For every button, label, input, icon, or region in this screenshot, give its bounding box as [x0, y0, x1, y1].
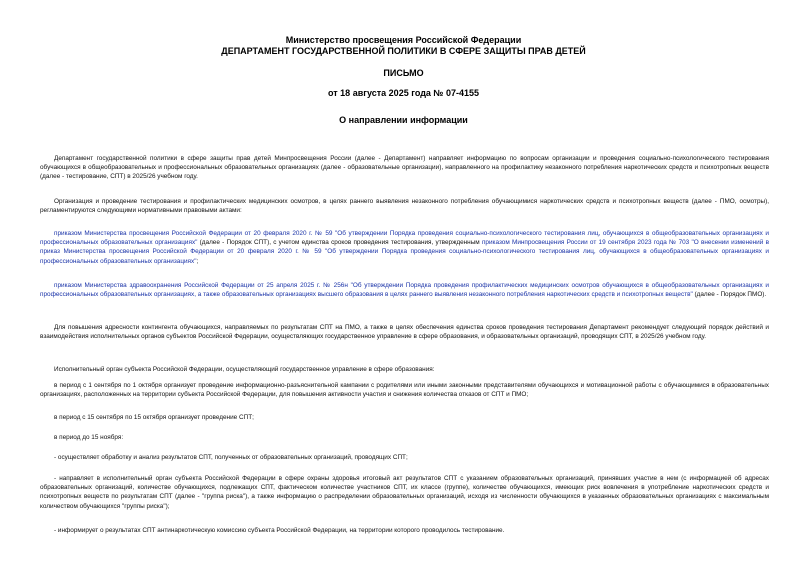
spt-amendment-link[interactable]: приказом Минпросвещения России от 19 сентября 2023 года № 703 "О внесении изменений в приказ Министерства просвещения Российской Федерации от 20 февраля 2020 г. № 59 "Об утверждении Порядка проведения социально-психологического тестирования лиц, обучающихся в общеобразовательных организациях и профессиональных образовательных организациях"	[40, 239, 769, 265]
paragraph-recommendation: Для повышения адресности контингента обучающихся, направляемых по результатам СПТ на ПМО, а также в целях обеспечения единства сроков проведения тестирования Департамент рекомендует следующий порядок действий и взаимодействия исполнительных органов субъектов Российской Федерации, осуществляющих государственное управление в сфере образования, и образовательных организаций, проводящих СПТ, в 2025/26 учебном году.	[40, 324, 769, 341]
paragraph-pmo-order	[40, 281, 769, 299]
document-date-number: от 18 августа 2025 года № 07-4155	[328, 88, 479, 98]
pmo-order-text: (далее - Порядок ПМО).	[692, 291, 767, 299]
paragraph-spt-order	[40, 229, 769, 266]
ministry-title: Министерство просвещения Российской Федерации	[285, 35, 522, 45]
paragraph-info-campaign: в период с 1 сентября по 1 октября организует проведение информационно-разъяснительной кампании с родителями или иными законными представителями обучающихся и мотивационной работы с обучающимися в образовательных организациях, расположенных на территории субъекта Российской Федерации, для повышения активности участия и снижения количества отказов от СПТ и ПМО;	[40, 382, 769, 399]
document-type: ПИСЬМО	[383, 68, 424, 78]
paragraph-regulation: Организация и проведение тестирования и профилактических медицинских осмотров, в целях раннего выявления незаконного потребления обучающимися наркотических средств и психотропных веществ (далее - ПМО, осмотры), регламентируются следующими нормативными правовыми актами:	[40, 198, 769, 215]
paragraph-executive-body: Исполнительный орган субъекта Российской Федерации, осуществляющий государственное управление в сфере образования:	[54, 366, 435, 373]
spt-order-end: ;	[196, 257, 199, 265]
department-title: ДЕПАРТАМЕНТ ГОСУДАРСТВЕННОЙ ПОЛИТИКИ В СФЕРЕ ЗАЩИТЫ ПРАВ ДЕТЕЙ	[221, 46, 586, 56]
paragraph-deadline: в период до 15 ноября:	[54, 434, 124, 441]
paragraph-analysis: - осуществляет обработку и анализ результатов СПТ, полученных от образовательных организаций, проводящих СПТ;	[54, 454, 408, 461]
paragraph-spt-period: в период с 15 сентября по 15 октября организует проведение СПТ;	[54, 414, 254, 421]
paragraph-inform-commission: - информирует о результатах СПТ антинаркотическую комиссию субъекта Российской Федерации, на территории которого проводилось тестирование.	[54, 527, 505, 534]
spt-order-text: (далее - Порядок СПТ), с учетом единства сроков проведения тестирования, утвержденным	[197, 239, 482, 247]
pmo-order-link[interactable]: приказом Министерства здравоохранения Российской Федерации от 25 апреля 2025 г. № 256н "Об утверждении Порядка проведения профилактических медицинских осмотров обучающихся в общеобразовательных организациях и профессиональных образовательных организациях, а также образовательных организациях высшего образования в целях раннего выявления незаконного потребления наркотических средств и психотропных веществ"	[40, 282, 769, 299]
document-subject: О направлении информации	[339, 115, 468, 125]
spt-order-link[interactable]: приказом Министерства просвещения Российской Федерации от 20 февраля 2020 г. № 59 "Об утверждении Порядка проведения социально-психологического тестирования лиц, обучающихся в общеобразовательных организациях и профессиональных образовательных организациях"	[40, 230, 769, 247]
paragraph-final-act: - направляет в исполнительный орган субъекта Российской Федерации в сфере охраны здоровья итоговый акт результатов СПТ с указанием образовательных организаций, принявших участие в нем (с информацией об адресах образовательных организаций, количестве обучающихся, подлежащих СПТ, фактическом количестве участников СПТ, их классе (группе), количестве обучающихся, имеющих риск вовлечения в употребление наркотических средств и психотропных веществ по результатам СПТ (далее - "группа риска"), а также информацию о распределении образовательных организаций, исходя из численности обучающихся в указанных образовательных организациях с максимальным количеством обучающихся "группы риска");	[40, 475, 769, 510]
paragraph-intro: Департамент государственной политики в сфере защиты прав детей Минпросвещения России (далее - Департамент) направляет информацию по вопросам организации и проведения социально-психологического тестирования обучающихся в общеобразовательных и профессиональных образовательных организациях (далее - образовательные организации), направленного на профилактику незаконного потребления наркотических средств и психотропных веществ (далее - тестирование, СПТ) в 2025/26 учебном году.	[40, 155, 769, 181]
